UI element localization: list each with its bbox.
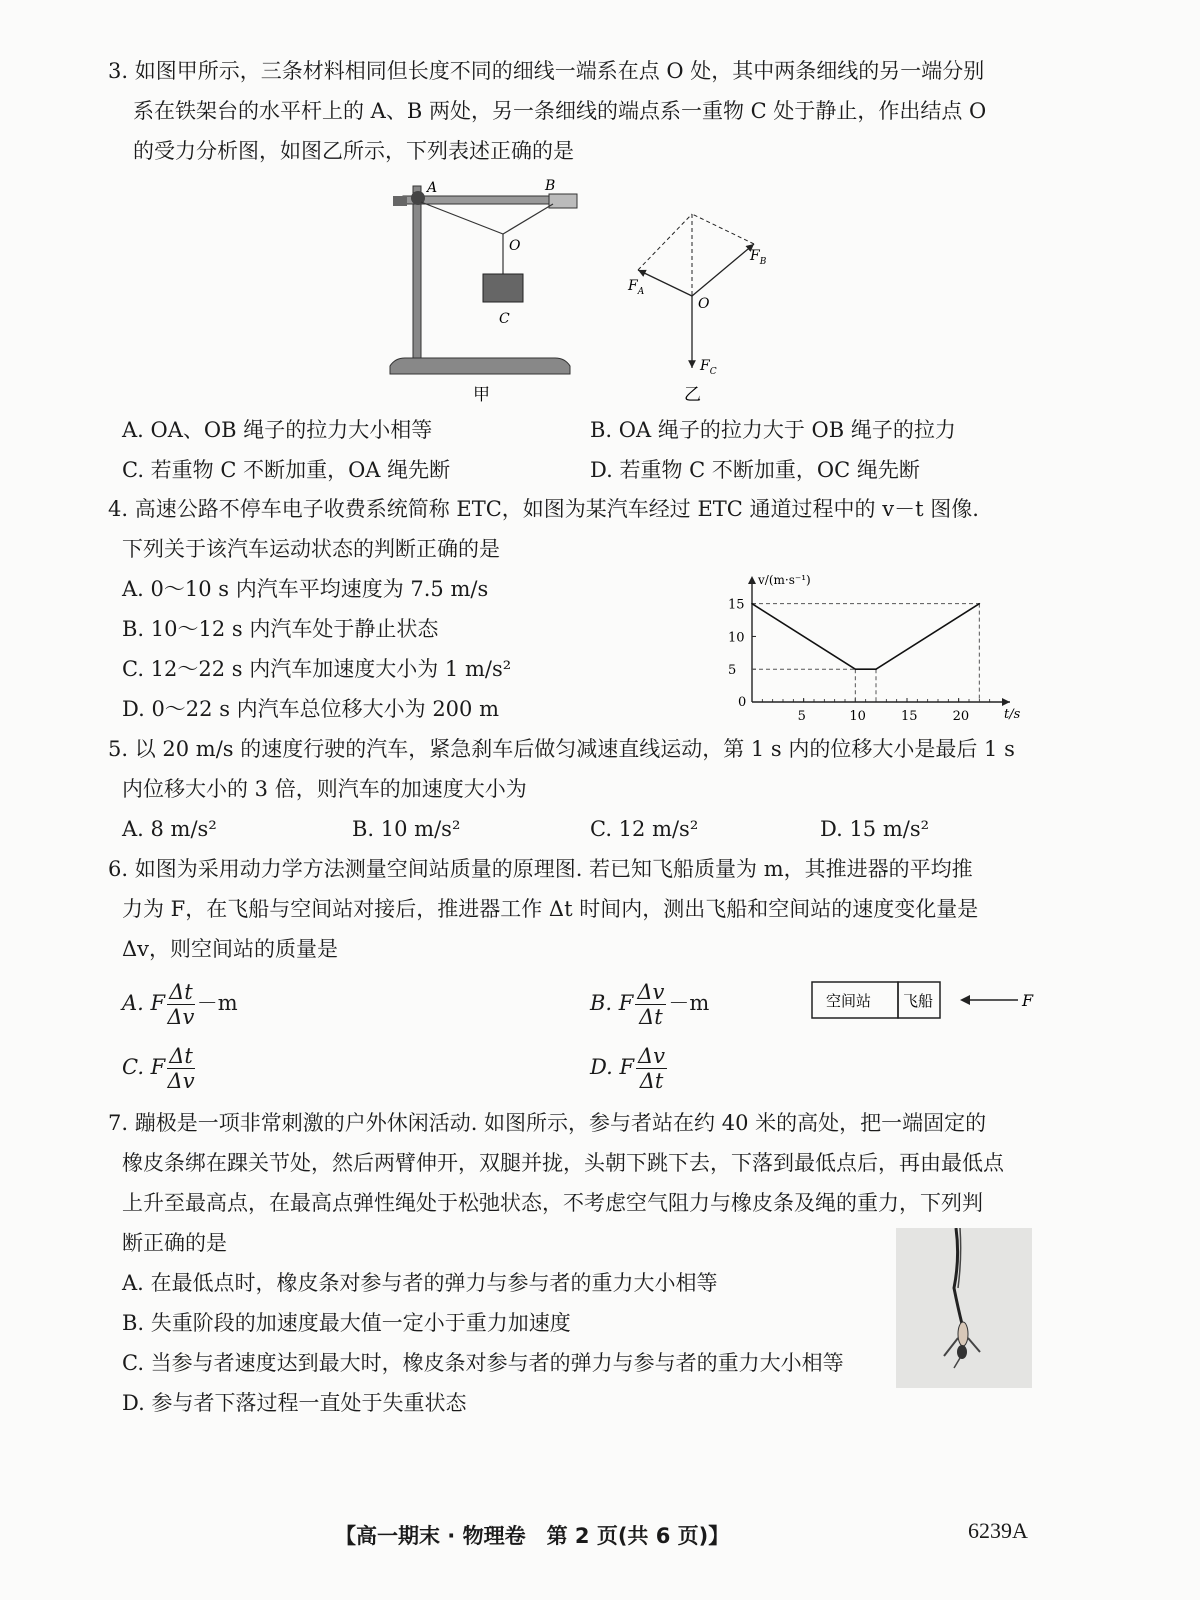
q3-option-a: A. OA、OB 绳子的拉力大小相等 [122, 418, 433, 442]
q3-option-b: B. OA 绳子的拉力大于 OB 绳子的拉力 [590, 418, 956, 442]
q4-option-d: D. 0～22 s 内汽车总位移大小为 200 m [122, 697, 499, 721]
label-B: B [545, 178, 556, 194]
x-tick-label: 20 [952, 709, 970, 724]
q7-line3: 上升至最高点，在最高点弹性绳处于松弛状态，不考虑空气阻力与橡皮条及绳的重力，下列判 [122, 1191, 983, 1215]
label-FB: $F_B$ [750, 248, 767, 267]
exam-code: 6239A [968, 1518, 1028, 1543]
q5-option-a: A. 8 m/s² [122, 817, 217, 841]
bungee-jumper-photo [896, 1228, 1032, 1388]
y-tick-label: 15 [728, 597, 745, 613]
ship-label: 飞船 [903, 992, 934, 1010]
label-O: O [509, 238, 521, 254]
q7-line1: 7. 蹦极是一项非常刺激的户外休闲活动. 如图所示，参与者站在约 40 米的高处，把一端固定的 [108, 1111, 987, 1135]
q5-option-d: D. 15 m/s² [820, 817, 930, 841]
q4-option-c: C. 12～22 s 内汽车加速度大小为 1 m/s² [122, 657, 512, 681]
caption-jia: 甲 [473, 385, 490, 405]
label-O2: O [698, 296, 710, 312]
y-tick-label: 10 [728, 630, 745, 646]
q6-line2: 力为 F，在飞船与空间站对接后，推进器工作 Δt 时间内，测出飞船和空间站的速度变化量是 [122, 897, 979, 921]
q7-option-b: B. 失重阶段的加速度最大值一定小于重力加速度 [122, 1311, 571, 1335]
q7-line2: 橡皮条绑在踝关节处，然后两臂伸开，双腿并拢，头朝下跳下去，下落到最低点后，再由最低点 [122, 1151, 1004, 1175]
q3-line3: 的受力分析图，如图乙所示，下列表述正确的是 [133, 139, 574, 163]
q6-line1: 6. 如图为采用动力学方法测量空间站质量的原理图. 若已知飞船质量为 m，其推进器的平均推 [108, 857, 973, 881]
figure-jia-iron-stand [385, 168, 585, 408]
x-axis-label: t/s [1004, 707, 1021, 722]
q3-option-c: C. 若重物 C 不断加重，OA 绳先断 [122, 458, 451, 482]
q4-line2: 下列关于该汽车运动状态的判断正确的是 [122, 537, 500, 561]
q7-option-c: C. 当参与者速度达到最大时，橡皮条对参与者的弹力与参与者的重力大小相等 [122, 1351, 844, 1375]
caption-yi: 乙 [684, 385, 701, 405]
q7-option-a: A. 在最低点时，橡皮条对参与者的弹力与参与者的重力大小相等 [122, 1271, 718, 1295]
velocity-line [752, 604, 979, 670]
q5-option-c: C. 12 m/s² [590, 817, 699, 841]
origin-label: 0 [738, 695, 747, 710]
x-tick-label: 10 [849, 709, 866, 724]
label-FC: $F_C$ [700, 358, 717, 377]
q4-line1: 4. 高速公路不停车电子收费系统简称 ETC，如图为某汽车经过 ETC 通道过程中的 v－t 图像. [108, 497, 979, 521]
force-label: F [1022, 991, 1034, 1010]
label-FA: $F_A$ [628, 278, 645, 297]
q6-option-c: C. F $\frac{\Delta t}{\Delta v}$ [122, 1044, 195, 1093]
q6-option-b: B. F $\frac{\Delta v}{\Delta t}$ －m [590, 980, 710, 1029]
q7-option-d: D. 参与者下落过程一直处于失重状态 [122, 1391, 467, 1415]
data-point [855, 668, 857, 670]
q5-line2: 内位移大小的 3 倍，则汽车的加速度大小为 [122, 777, 527, 801]
label-A: A [427, 180, 438, 196]
x-tick-label: 5 [797, 709, 806, 724]
vt-chart [720, 572, 1040, 730]
q6-option-a: A. F $\frac{\Delta t}{\Delta v}$ －m [122, 980, 238, 1029]
q3-option-d: D. 若重物 C 不断加重，OC 绳先断 [590, 458, 920, 482]
data-point [751, 603, 753, 605]
label-C: C [499, 311, 510, 327]
x-axis-arrow [1002, 698, 1010, 706]
q4-option-a: A. 0～10 s 内汽车平均速度为 7.5 m/s [122, 577, 489, 601]
x-tick-label: 15 [901, 709, 918, 724]
q5-line1: 5. 以 20 m/s 的速度行驶的汽车，紧急刹车后做匀减速直线运动，第 1 s 内的位移大小是最后 1 s [108, 737, 1015, 761]
figure-yi-force-diagram [620, 200, 780, 410]
q7-line4: 断正确的是 [122, 1231, 227, 1255]
q6-line3: Δv，则空间站的质量是 [122, 937, 339, 961]
data-point [875, 668, 877, 670]
y-axis-arrow [748, 576, 756, 584]
space-station-figure [810, 978, 1040, 1022]
q6-option-d: D. F $\frac{\Delta v}{\Delta t}$ [590, 1044, 666, 1093]
q4-option-b: B. 10～12 s 内汽车处于静止状态 [122, 617, 439, 641]
station-label: 空间站 [826, 992, 872, 1010]
data-point [979, 603, 981, 605]
q3-line1: 3. 如图甲所示，三条材料相同但长度不同的细线一端系在点 O 处，其中两条细线的另一端分别 [108, 59, 985, 83]
y-axis-label: v/(m·s⁻¹) [758, 573, 811, 587]
q5-option-b: B. 10 m/s² [352, 817, 461, 841]
y-tick-label: 5 [728, 663, 737, 679]
q3-line2: 系在铁架台的水平杆上的 A、B 两处，另一条细线的端点系一重物 C 处于静止，作出结点 O [133, 99, 987, 123]
page-footer: 【高一期末 · 物理卷 第 2 页(共 6 页)】 [335, 1524, 730, 1548]
